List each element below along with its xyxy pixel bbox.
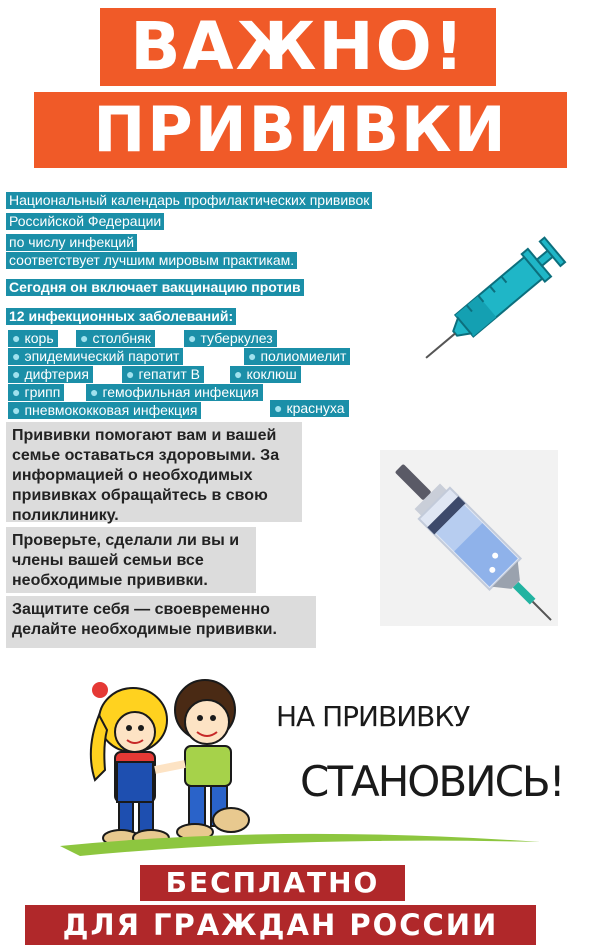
syringe-flat-icon xyxy=(380,450,558,626)
bullet-icon: ● xyxy=(80,330,89,346)
info-block-protect: Защитите себя — своевременно делайте необходимые прививки. xyxy=(6,596,316,648)
bullet-icon: ● xyxy=(274,400,283,416)
info-line-2: Российской Федерации xyxy=(6,213,164,230)
free-badge: БЕСПЛАТНО xyxy=(140,865,405,901)
disease-label: грипп xyxy=(24,384,61,400)
disease-chip xyxy=(230,366,301,383)
disease-chip xyxy=(76,330,155,347)
syringe-icon xyxy=(415,228,575,373)
bullet-icon: ● xyxy=(12,348,21,364)
bullet-icon: ● xyxy=(12,366,21,382)
info-line-3: по числу инфекций xyxy=(6,234,137,251)
disease-label: пневмококковая инфекция xyxy=(24,402,198,418)
headline-vaccinations: ПРИВИВКИ xyxy=(34,92,567,168)
slogan-line-1: НА ПРИВИВКУ xyxy=(276,700,470,733)
disease-label: коклюш xyxy=(246,366,297,382)
disease-label: гемофильная инфекция xyxy=(102,384,259,400)
disease-chip xyxy=(8,348,183,365)
headline-important: ВАЖНО! xyxy=(100,8,496,86)
disease-label: гепатит В xyxy=(138,366,200,382)
info-block-help: Прививки помогают вам и вашей семье оставаться здоровыми. За информацией о необходимых прививках обращайтесь в свою поликлинику. xyxy=(6,422,302,522)
slogan-line-2: СТАНОВИСЬ! xyxy=(300,757,564,806)
info-block-check: Проверьте, сделали ли вы и члены вашей семьи все необходимые прививки. xyxy=(6,527,256,593)
disease-label: полиомиелит xyxy=(260,348,347,364)
disease-chip xyxy=(184,330,277,347)
bullet-icon: ● xyxy=(12,330,21,346)
bullet-icon: ● xyxy=(12,402,21,418)
info-count: 12 инфекционных заболеваний: xyxy=(6,308,236,325)
bullet-icon: ● xyxy=(12,384,21,400)
disease-chip xyxy=(8,402,201,419)
grass-swoosh xyxy=(60,820,540,860)
disease-label: эпидемический паротит xyxy=(24,348,180,364)
bullet-icon: ● xyxy=(90,384,99,400)
info-line-4: соответствует лучшим мировым практикам. xyxy=(6,252,297,269)
disease-chip xyxy=(8,366,93,383)
disease-chip xyxy=(8,330,58,347)
info-today: Сегодня он включает вакцинацию против xyxy=(6,279,304,296)
bullet-icon: ● xyxy=(126,366,135,382)
disease-label: дифтерия xyxy=(24,366,89,382)
disease-chip xyxy=(122,366,204,383)
bullet-icon: ● xyxy=(248,348,257,364)
disease-chip xyxy=(270,400,349,417)
disease-label: столбняк xyxy=(92,330,151,346)
disease-label: туберкулез xyxy=(200,330,273,346)
disease-label: краснуха xyxy=(286,400,345,416)
info-line-1: Национальный календарь профилактических прививок xyxy=(6,192,372,209)
disease-chip xyxy=(8,384,64,401)
bullet-icon: ● xyxy=(188,330,197,346)
citizens-banner: ДЛЯ ГРАЖДАН РОССИИ xyxy=(25,905,536,945)
bullet-icon: ● xyxy=(234,366,243,382)
disease-chip xyxy=(244,348,350,365)
disease-label: корь xyxy=(24,330,54,346)
disease-chip xyxy=(86,384,263,401)
